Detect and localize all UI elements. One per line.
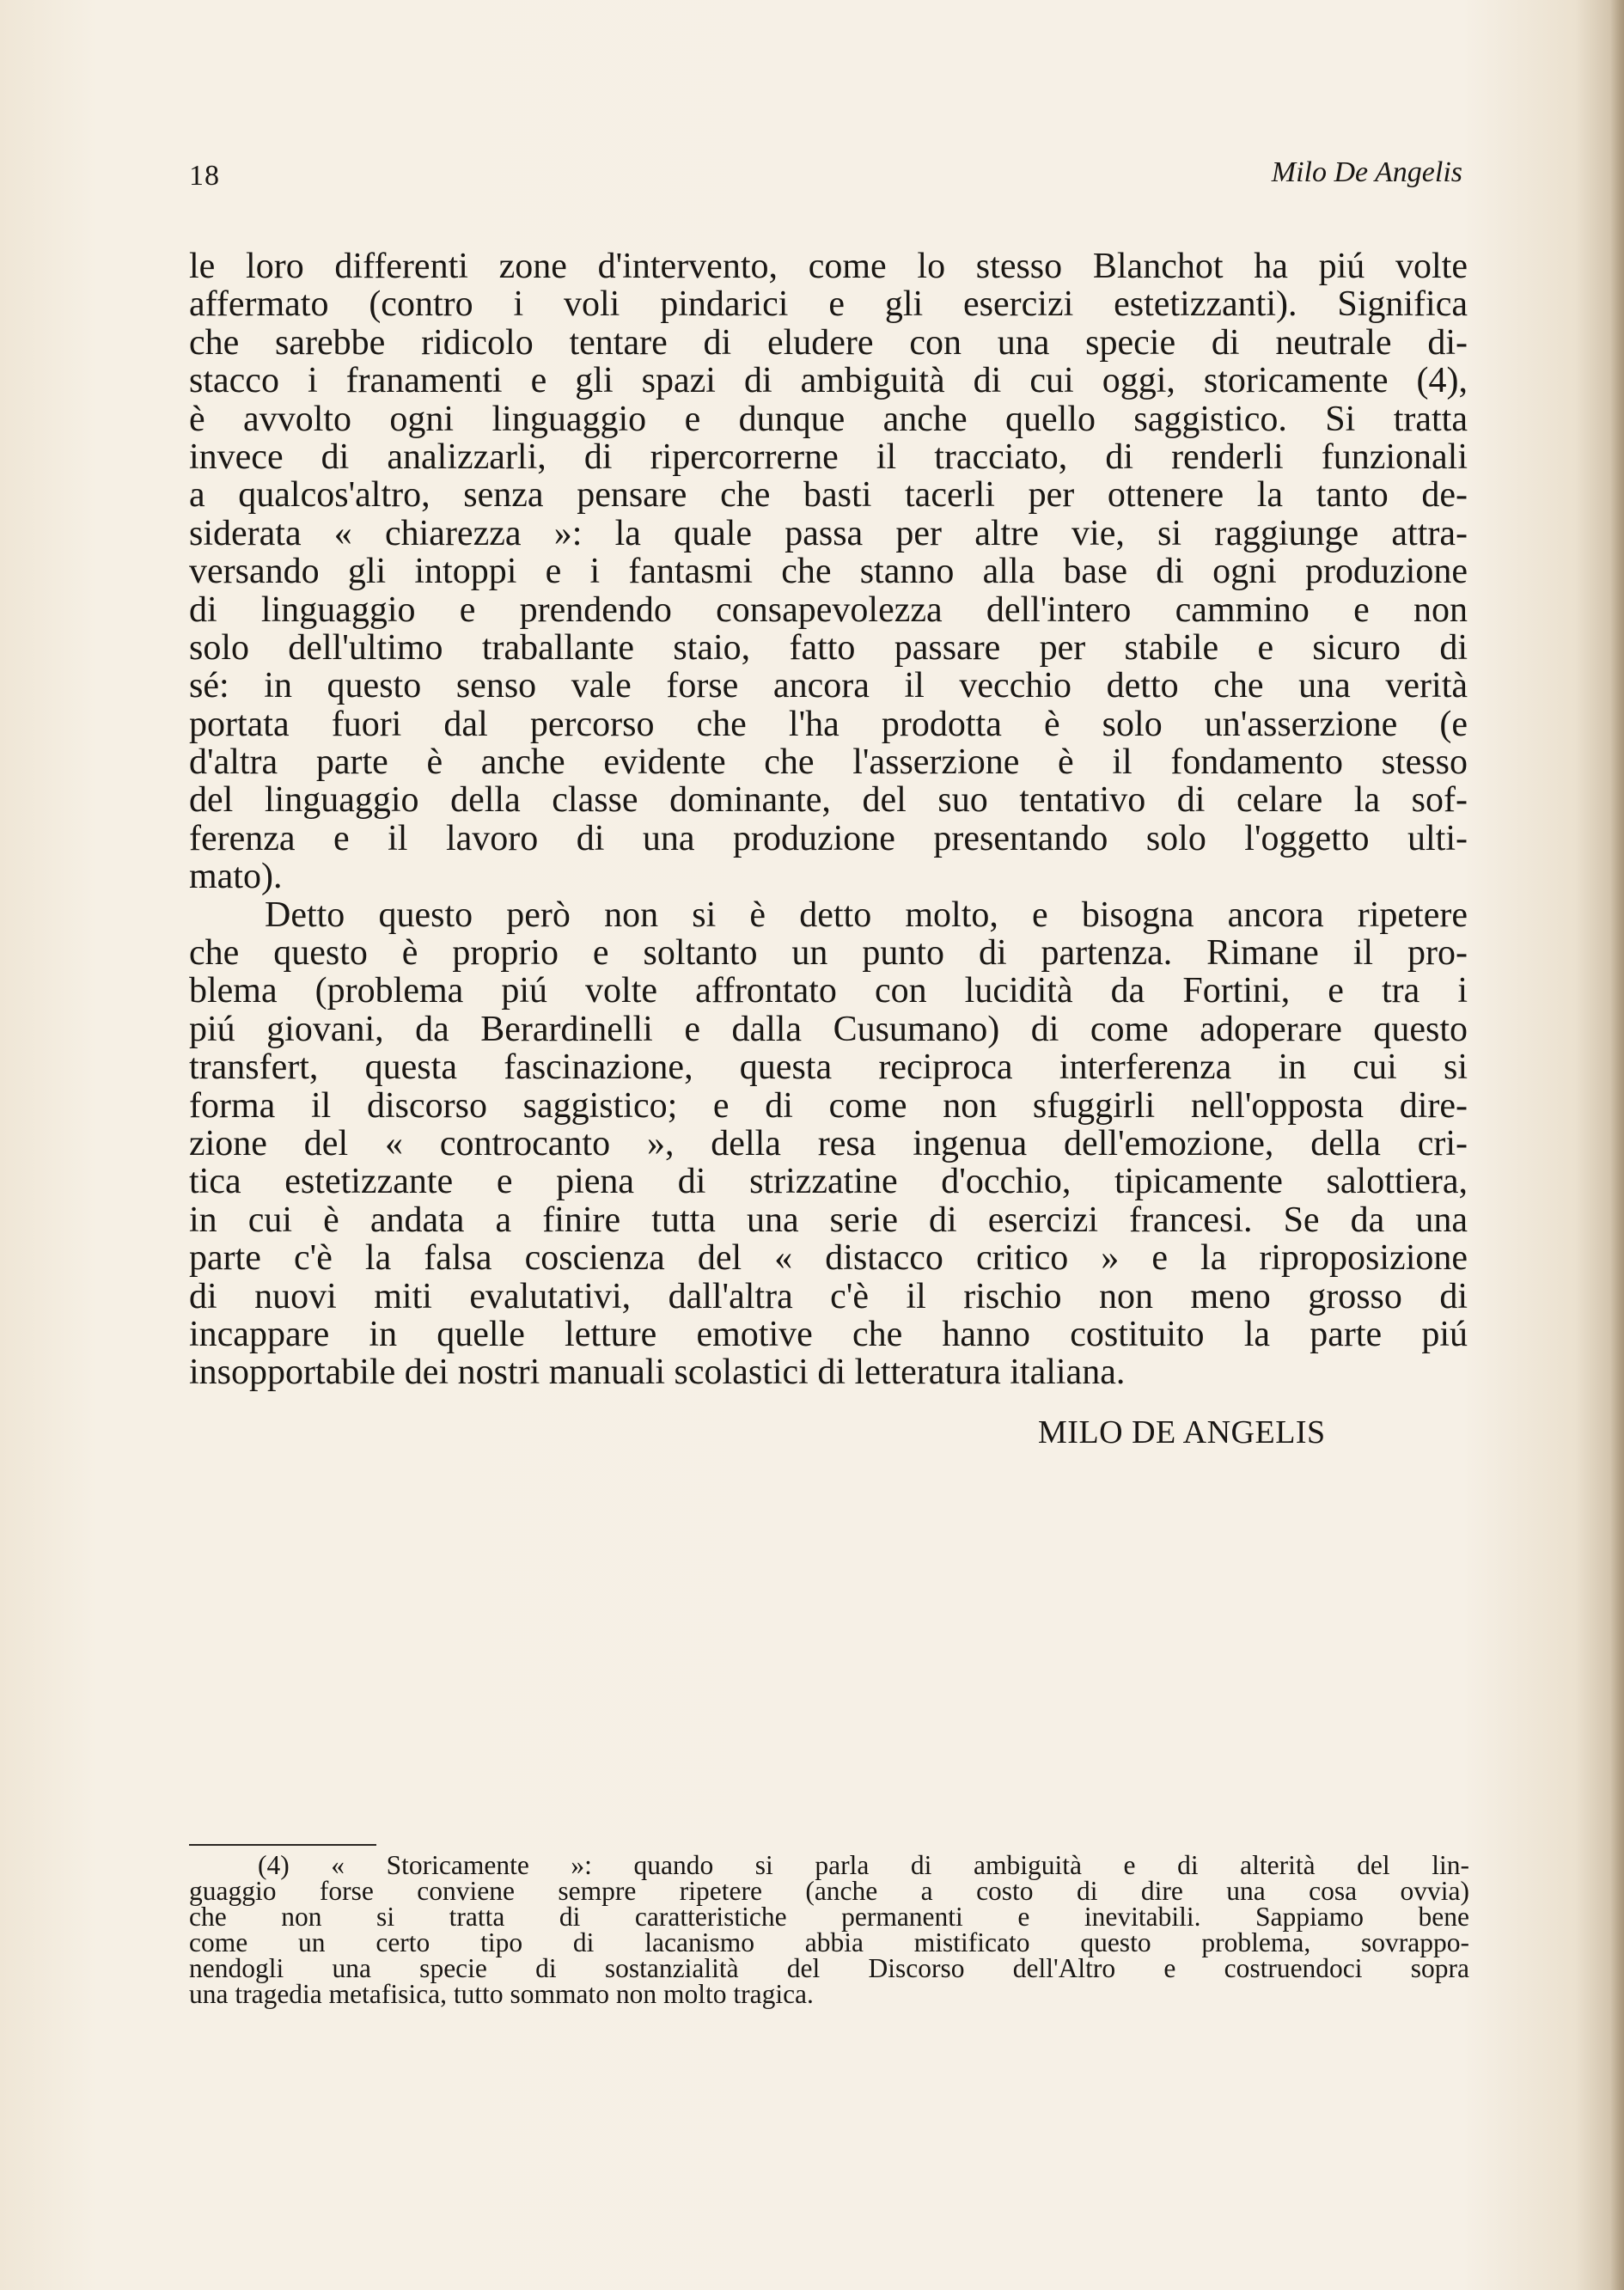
- body-line: di nuovi miti evalutativi, dall'altra c'è il rischio non meno grosso di: [189, 1276, 1468, 1316]
- footnote: [189, 1850, 1469, 2009]
- footnote-line: guaggio forse conviene sempre ripetere (anche a costo di dire una cosa ovvia): [189, 1876, 1469, 1906]
- footnote-divider: [189, 1844, 376, 1846]
- body-line: zione del « controcanto », della resa ingenua dell'emozione, della cri-: [189, 1123, 1468, 1163]
- body-line: del linguaggio della classe dominante, del suo tentativo di celare la sof-: [189, 780, 1468, 821]
- body-line: invece di analizzarli, di ripercorrerne il tracciato, di renderli funzionali: [189, 437, 1468, 477]
- body-text: [189, 247, 1468, 1392]
- body-line: affermato (contro i voli pindarici e gli esercizi estetizzanti). Significa: [189, 284, 1468, 325]
- body-line: stacco i franamenti e gli spazi di ambiguità di cui oggi, storicamente (4),: [189, 361, 1468, 401]
- footnote-line: come un certo tipo di lacanismo abbia mistificato questo problema, sovrappo-: [189, 1927, 1469, 1957]
- body-line: incappare in quelle letture emotive che hanno costituito la parte piú: [189, 1314, 1468, 1354]
- body-line: piú giovani, da Berardinelli e dalla Cusumano) di come adoperare questo: [189, 1009, 1468, 1049]
- body-line: le loro differenti zone d'intervento, come lo stesso Blanchot ha piú volte: [189, 247, 1468, 286]
- body-line: parte c'è la falsa coscienza del « distacco critico » e la riproposizione: [189, 1238, 1468, 1279]
- body-line: a qualcos'altro, senza pensare che basti tacerli per ottenere la tanto de-: [189, 475, 1468, 516]
- body-line: è avvolto ogni linguaggio e dunque anche quello saggistico. Si tratta: [189, 399, 1468, 439]
- body-line: solo dell'ultimo traballante staio, fatto passare per stabile e sicuro di: [189, 627, 1468, 668]
- body-line: tica estetizzante e piena di strizzatine d'occhio, tipicamente salottiera,: [189, 1162, 1468, 1202]
- body-line: blema (problema piú volte affrontato con lucidità da Fortini, e tra i: [189, 971, 1468, 1011]
- body-line: che questo è proprio e soltanto un punto di partenza. Rimane il pro-: [189, 933, 1468, 974]
- body-line: mato).: [189, 857, 283, 897]
- body-line: transfert, questa fascinazione, questa reciproca interferenza in cui si: [189, 1047, 1468, 1088]
- body-line: Detto questo però non si è detto molto, e bisogna ancora ripetere: [265, 895, 1468, 935]
- page-number: 18: [189, 160, 220, 192]
- body-line: che sarebbe ridicolo tentare di eludere con una specie di neutrale di-: [189, 322, 1468, 363]
- body-line: portata fuori dal percorso che l'ha prodotta è solo un'asserzione (e: [189, 704, 1468, 744]
- footnote-line: nendogli una specie di sostanzialità del Discorso dell'Altro e costruendoci sopra: [189, 1953, 1469, 1983]
- body-line: sé: in questo senso vale forse ancora il vecchio detto che una verità: [189, 666, 1468, 706]
- body-line: di linguaggio e prendendo consapevolezza dell'intero cammino e non: [189, 589, 1468, 630]
- footnote-line: una tragedia metafisica, tutto sommato non molto tragica.: [189, 1979, 814, 2009]
- body-line: insopportabile dei nostri manuali scolastici di letteratura italiana.: [189, 1353, 1126, 1393]
- body-line: d'altra parte è anche evidente che l'asserzione è il fondamento stesso: [189, 742, 1468, 783]
- author-signature: MILO DE ANGELIS: [1038, 1414, 1326, 1450]
- body-line: in cui è andata a finire tutta una serie di esercizi francesi. Se da una: [189, 1200, 1468, 1240]
- page-edge-shadow: [1610, 0, 1624, 2290]
- footnote-line: (4) « Storicamente »: quando si parla di ambiguità e di alterità del lin-: [258, 1850, 1469, 1880]
- body-line: versando gli intoppi e i fantasmi che stanno alla base di ogni produzione: [189, 552, 1468, 592]
- body-line: ferenza e il lavoro di una produzione presentando solo l'oggetto ulti-: [189, 818, 1468, 858]
- body-line: forma il discorso saggistico; e di come non sfuggirli nell'opposta dire-: [189, 1085, 1468, 1126]
- body-line: siderata « chiarezza »: la quale passa per altre vie, si raggiunge attra-: [189, 513, 1468, 553]
- footnote-line: che non si tratta di caratteristiche permanenti e inevitabili. Sappiamo bene: [189, 1902, 1469, 1932]
- running-head: Milo De Angelis: [1271, 156, 1462, 188]
